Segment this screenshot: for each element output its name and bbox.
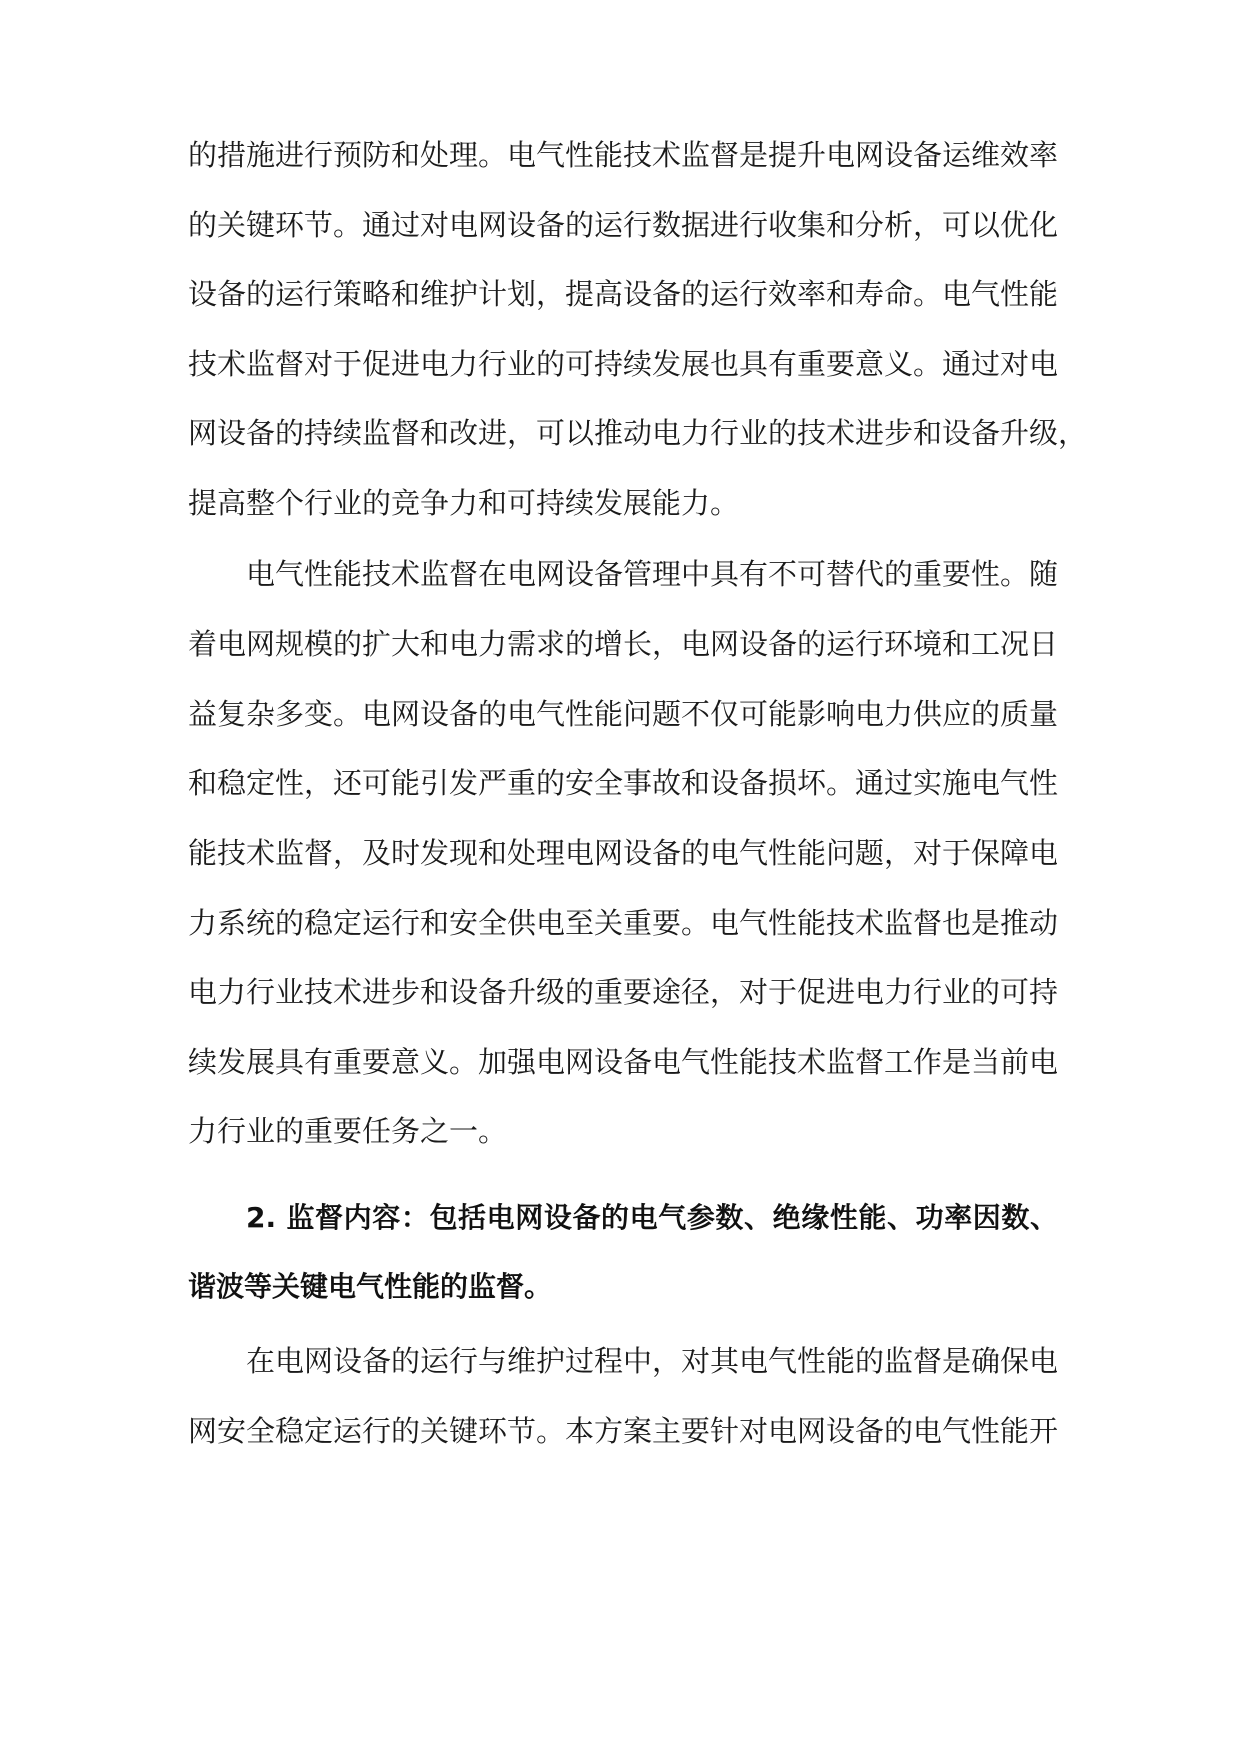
- paragraph-line: 网安全稳定运行的关键环节。本方案主要针对电网设备的电气性能开: [188, 1414, 1059, 1448]
- heading-line: 谐波等关键电气性能的监督。: [188, 1270, 553, 1303]
- paragraph-line: 技术监督对于促进电力行业的可持续发展也具有重要意义。通过对电: [188, 347, 1059, 381]
- paragraph-line: 在电网设备的运行与维护过程中，对其电气性能的监督是确保电: [246, 1344, 1059, 1378]
- paragraph-line: 力行业的重要任务之一。: [188, 1114, 508, 1148]
- paragraph-line: 网设备的持续监督和改进，可以推动电力行业的技术进步和设备升级，: [188, 416, 1088, 450]
- paragraph-line: 着电网规模的扩大和电力需求的增长，电网设备的运行环境和工况日: [188, 627, 1059, 661]
- paragraph-line: 的关键环节。通过对电网设备的运行数据进行收集和分析，可以优化: [188, 208, 1059, 242]
- paragraph-line: 力系统的稳定运行和安全供电至关重要。电气性能技术监督也是推动: [188, 906, 1059, 940]
- paragraph-line: 电力行业技术进步和设备升级的重要途径，对于促进电力行业的可持: [188, 975, 1059, 1009]
- paragraph-line: 电气性能技术监督在电网设备管理中具有不可替代的重要性。随: [246, 557, 1059, 591]
- paragraph-line: 设备的运行策略和维护计划，提高设备的运行效率和寿命。电气性能: [188, 277, 1059, 311]
- paragraph-line: 的措施进行预防和处理。电气性能技术监督是提升电网设备运维效率: [188, 138, 1059, 172]
- heading-line: 2. 监督内容：包括电网设备的电气参数、绝缘性能、功率因数、: [246, 1201, 1058, 1234]
- paragraph-line: 续发展具有重要意义。加强电网设备电气性能技术监督工作是当前电: [188, 1045, 1059, 1079]
- paragraph-line: 和稳定性，还可能引发严重的安全事故和设备损坏。通过实施电气性: [188, 766, 1059, 800]
- paragraph-line: 提高整个行业的竞争力和可持续发展能力。: [188, 486, 740, 520]
- paragraph-line: 益复杂多变。电网设备的电气性能问题不仅可能影响电力供应的质量: [188, 697, 1059, 731]
- paragraph-line: 能技术监督，及时发现和处理电网设备的电气性能问题，对于保障电: [188, 836, 1059, 870]
